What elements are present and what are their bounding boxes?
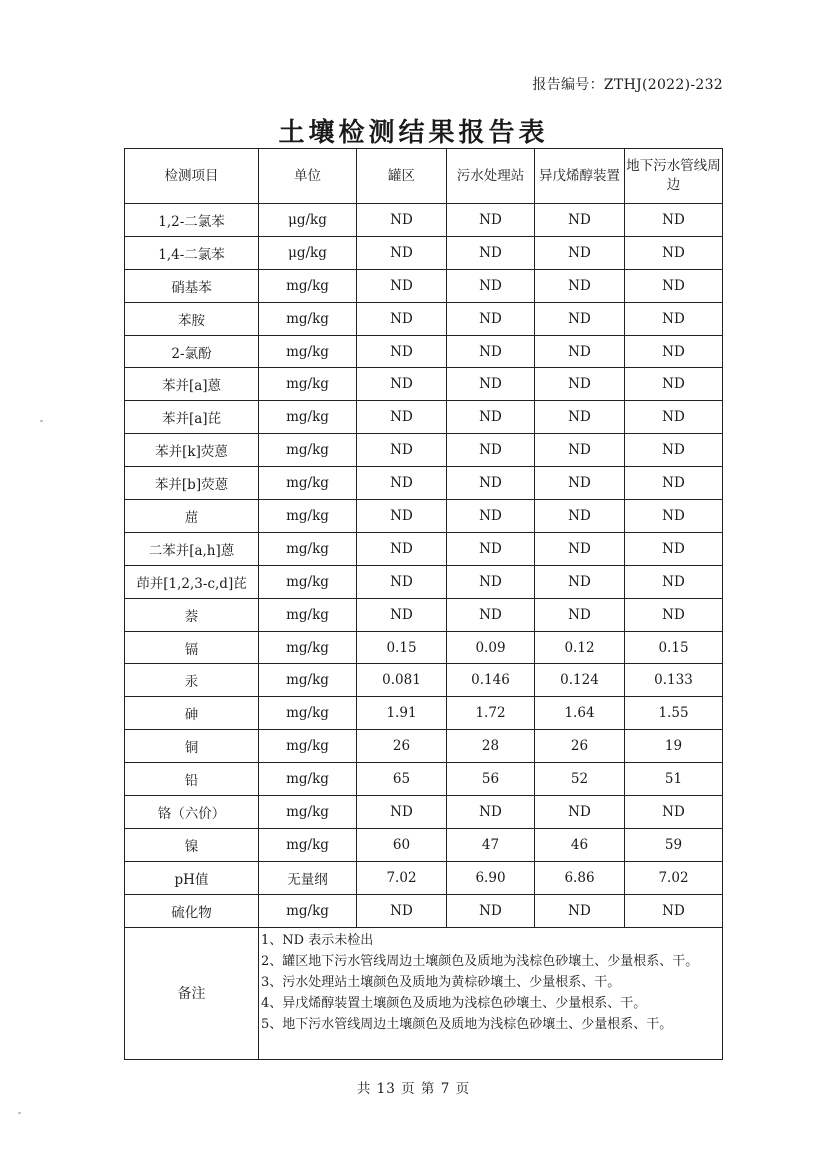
table-body — [125, 204, 723, 1060]
cell-item: 铜 — [125, 730, 259, 763]
scan-speck — [18, 1112, 21, 1114]
cell-wastewater-station: ND — [447, 335, 535, 368]
cell-unit: μg/kg — [259, 236, 357, 269]
cell-unit: mg/kg — [259, 796, 357, 829]
table-row — [125, 434, 723, 467]
cell-prenol-unit: ND — [535, 500, 625, 533]
cell-unit: mg/kg — [259, 664, 357, 697]
cell-item: 苯并[a]蒽 — [125, 368, 259, 401]
cell-tank-area: 7.02 — [357, 861, 447, 894]
cell-tank-area: 60 — [357, 828, 447, 861]
cell-unit: mg/kg — [259, 763, 357, 796]
cell-pipeline-area: 59 — [625, 828, 723, 861]
cell-unit: 无量纲 — [259, 861, 357, 894]
cell-unit: mg/kg — [259, 598, 357, 631]
cell-unit: mg/kg — [259, 828, 357, 861]
cell-unit: mg/kg — [259, 434, 357, 467]
cell-unit: mg/kg — [259, 401, 357, 434]
cell-prenol-unit: 26 — [535, 730, 625, 763]
cell-wastewater-station: ND — [447, 598, 535, 631]
cell-prenol-unit: ND — [535, 269, 625, 302]
table-row — [125, 894, 723, 927]
cell-prenol-unit: ND — [535, 598, 625, 631]
cell-prenol-unit: ND — [535, 335, 625, 368]
table-row — [125, 565, 723, 598]
page-footer: 共 13 页 第 7 页 — [356, 1081, 471, 1097]
cell-item: 砷 — [125, 697, 259, 730]
cell-wastewater-station: 47 — [447, 828, 535, 861]
cell-unit: mg/kg — [259, 368, 357, 401]
note-line: 2、罐区地下污水管线周边土壤颜色及质地为浅棕色砂壤土、少量根系、干。 — [261, 953, 699, 969]
table-row — [125, 467, 723, 500]
cell-prenol-unit: ND — [535, 368, 625, 401]
notes-content — [259, 927, 723, 1059]
cell-prenol-unit: 0.124 — [535, 664, 625, 697]
cell-prenol-unit: ND — [535, 434, 625, 467]
table-row — [125, 401, 723, 434]
cell-pipeline-area: 0.15 — [625, 631, 723, 664]
cell-pipeline-area: ND — [625, 434, 723, 467]
cell-item: 1,4-二氯苯 — [125, 236, 259, 269]
cell-prenol-unit: ND — [535, 204, 625, 237]
cell-prenol-unit: 52 — [535, 763, 625, 796]
cell-item: 硫化物 — [125, 894, 259, 927]
cell-pipeline-area: ND — [625, 269, 723, 302]
scan-speck — [40, 420, 43, 422]
cell-wastewater-station: ND — [447, 532, 535, 565]
cell-pipeline-area: ND — [625, 598, 723, 631]
cell-pipeline-area: ND — [625, 894, 723, 927]
cell-unit: mg/kg — [259, 302, 357, 335]
cell-item: 硝基苯 — [125, 269, 259, 302]
table-row — [125, 796, 723, 829]
cell-tank-area: ND — [357, 467, 447, 500]
cell-tank-area: 0.081 — [357, 664, 447, 697]
cell-tank-area: 0.15 — [357, 631, 447, 664]
cell-tank-area: ND — [357, 302, 447, 335]
cell-pipeline-area: ND — [625, 236, 723, 269]
column-header-item: 检测项目 — [125, 149, 259, 204]
cell-prenol-unit: ND — [535, 467, 625, 500]
cell-wastewater-station: 6.90 — [447, 861, 535, 894]
column-header-unit: 单位 — [259, 149, 357, 204]
column-header-tank-area: 罐区 — [357, 149, 447, 204]
cell-pipeline-area: ND — [625, 796, 723, 829]
cell-wastewater-station: ND — [447, 796, 535, 829]
table-row — [125, 269, 723, 302]
cell-item: 萘 — [125, 598, 259, 631]
cell-item: 汞 — [125, 664, 259, 697]
cell-item: 铬（六价） — [125, 796, 259, 829]
report-title: 土壤检测结果报告表 — [278, 118, 549, 148]
cell-pipeline-area: 0.133 — [625, 664, 723, 697]
cell-tank-area: ND — [357, 796, 447, 829]
cell-tank-area: ND — [357, 894, 447, 927]
cell-pipeline-area: 19 — [625, 730, 723, 763]
cell-pipeline-area: ND — [625, 467, 723, 500]
table-row — [125, 335, 723, 368]
cell-item: 1,2-二氯苯 — [125, 204, 259, 237]
note-line: 5、地下污水管线周边土壤颜色及质地为浅棕色砂壤土、少量根系、干。 — [261, 1016, 673, 1032]
table-row — [125, 500, 723, 533]
cell-prenol-unit: ND — [535, 796, 625, 829]
cell-wastewater-station: 1.72 — [447, 697, 535, 730]
cell-unit: mg/kg — [259, 269, 357, 302]
table-row — [125, 368, 723, 401]
table-row — [125, 697, 723, 730]
cell-unit: mg/kg — [259, 500, 357, 533]
table-row — [125, 598, 723, 631]
table-row — [125, 631, 723, 664]
cell-tank-area: ND — [357, 401, 447, 434]
cell-tank-area: ND — [357, 236, 447, 269]
cell-item: 苯胺 — [125, 302, 259, 335]
cell-prenol-unit: ND — [535, 565, 625, 598]
cell-unit: mg/kg — [259, 335, 357, 368]
cell-item: 苯并[k]荧蒽 — [125, 434, 259, 467]
cell-prenol-unit: ND — [535, 236, 625, 269]
table-row — [125, 664, 723, 697]
cell-prenol-unit: ND — [535, 894, 625, 927]
cell-wastewater-station: 0.146 — [447, 664, 535, 697]
cell-item: pH值 — [125, 861, 259, 894]
cell-wastewater-station: 0.09 — [447, 631, 535, 664]
cell-wastewater-station: ND — [447, 368, 535, 401]
cell-pipeline-area: ND — [625, 335, 723, 368]
cell-unit: mg/kg — [259, 697, 357, 730]
table-row — [125, 532, 723, 565]
cell-tank-area: ND — [357, 335, 447, 368]
cell-item: 镉 — [125, 631, 259, 664]
cell-pipeline-area: ND — [625, 565, 723, 598]
cell-unit: mg/kg — [259, 532, 357, 565]
cell-unit: mg/kg — [259, 467, 357, 500]
table-row — [125, 204, 723, 237]
cell-tank-area: ND — [357, 434, 447, 467]
cell-prenol-unit: 6.86 — [535, 861, 625, 894]
cell-item: 䓛 — [125, 500, 259, 533]
report-number: 报告编号：ZTHJ(2022)-232 — [532, 77, 723, 93]
cell-wastewater-station: ND — [447, 269, 535, 302]
cell-wastewater-station: ND — [447, 236, 535, 269]
cell-wastewater-station: 28 — [447, 730, 535, 763]
cell-unit: mg/kg — [259, 894, 357, 927]
cell-pipeline-area: 7.02 — [625, 861, 723, 894]
cell-pipeline-area: ND — [625, 532, 723, 565]
column-header-wastewater-station: 污水处理站 — [447, 149, 535, 204]
cell-item: 二苯并[a,h]蒽 — [125, 532, 259, 565]
cell-unit: mg/kg — [259, 565, 357, 598]
cell-unit: mg/kg — [259, 730, 357, 763]
cell-pipeline-area: ND — [625, 500, 723, 533]
cell-tank-area: ND — [357, 204, 447, 237]
cell-unit: mg/kg — [259, 631, 357, 664]
cell-tank-area: ND — [357, 532, 447, 565]
cell-wastewater-station: ND — [447, 434, 535, 467]
table-header-row — [125, 149, 723, 204]
cell-item: 铅 — [125, 763, 259, 796]
cell-prenol-unit: ND — [535, 302, 625, 335]
column-header-pipeline-area: 地下污水管线周边 — [625, 149, 723, 204]
cell-prenol-unit: ND — [535, 401, 625, 434]
cell-item: 苯并[b]荧蒽 — [125, 467, 259, 500]
column-header-prenol-unit: 异戊烯醇装置 — [535, 149, 625, 204]
cell-item: 茚并[1,2,3-c,d]芘 — [125, 565, 259, 598]
cell-wastewater-station: ND — [447, 894, 535, 927]
cell-item: 苯并[a]芘 — [125, 401, 259, 434]
cell-wastewater-station: ND — [447, 565, 535, 598]
cell-wastewater-station: ND — [447, 204, 535, 237]
cell-tank-area: 65 — [357, 763, 447, 796]
table-row — [125, 302, 723, 335]
cell-prenol-unit: 46 — [535, 828, 625, 861]
note-line: 1、ND 表示未检出 — [261, 932, 374, 948]
cell-item: 镍 — [125, 828, 259, 861]
note-line: 4、异戊烯醇装置土壤颜色及质地为浅棕色砂壤土、少量根系、干。 — [261, 995, 647, 1011]
cell-pipeline-area: ND — [625, 302, 723, 335]
table-row — [125, 828, 723, 861]
cell-wastewater-station: ND — [447, 467, 535, 500]
cell-tank-area: ND — [357, 368, 447, 401]
cell-wastewater-station: ND — [447, 302, 535, 335]
table-row — [125, 236, 723, 269]
table-row — [125, 763, 723, 796]
cell-tank-area: ND — [357, 269, 447, 302]
cell-item: 2-氯酚 — [125, 335, 259, 368]
cell-wastewater-station: 56 — [447, 763, 535, 796]
cell-unit: μg/kg — [259, 204, 357, 237]
cell-pipeline-area: 51 — [625, 763, 723, 796]
cell-tank-area: 1.91 — [357, 697, 447, 730]
notes-row — [125, 927, 723, 1059]
notes-label: 备注 — [125, 927, 259, 1059]
table-row — [125, 861, 723, 894]
cell-tank-area: ND — [357, 565, 447, 598]
cell-prenol-unit: 0.12 — [535, 631, 625, 664]
cell-pipeline-area: ND — [625, 401, 723, 434]
cell-pipeline-area: ND — [625, 368, 723, 401]
cell-prenol-unit: 1.64 — [535, 697, 625, 730]
cell-wastewater-station: ND — [447, 401, 535, 434]
cell-prenol-unit: ND — [535, 532, 625, 565]
table-row — [125, 730, 723, 763]
soil-results-table — [124, 148, 723, 1060]
cell-tank-area: 26 — [357, 730, 447, 763]
cell-pipeline-area: ND — [625, 204, 723, 237]
cell-tank-area: ND — [357, 500, 447, 533]
cell-wastewater-station: ND — [447, 500, 535, 533]
cell-tank-area: ND — [357, 598, 447, 631]
cell-pipeline-area: 1.55 — [625, 697, 723, 730]
note-line: 3、污水处理站土壤颜色及质地为黄棕砂壤土、少量根系、干。 — [261, 974, 621, 990]
